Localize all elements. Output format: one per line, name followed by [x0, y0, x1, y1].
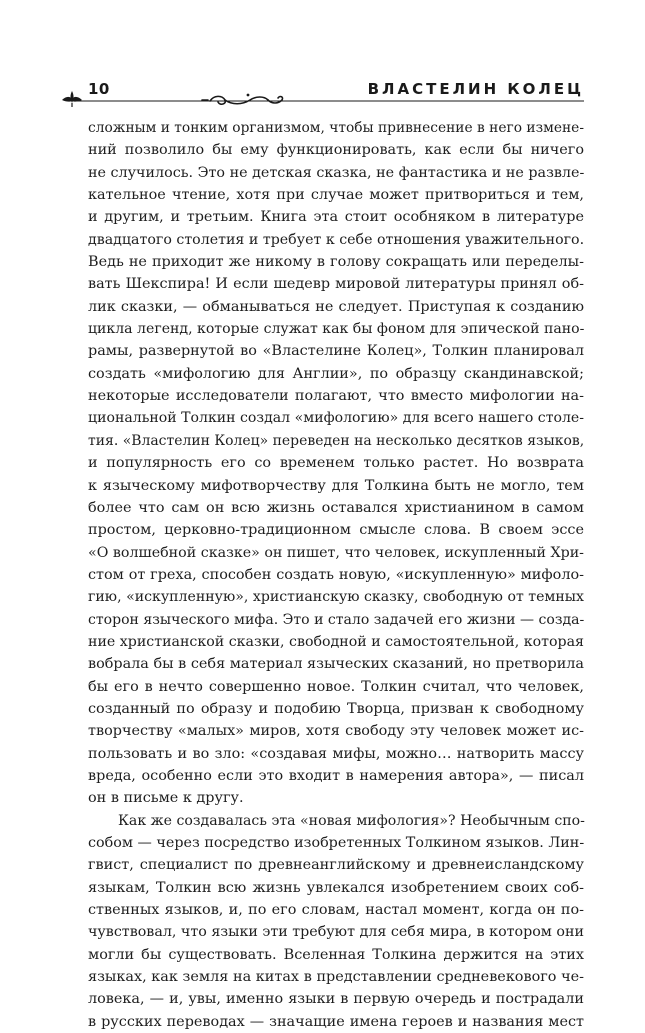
text-line: ний позволило бы ему функционировать, как если бы ничего — [88, 142, 584, 159]
text-line: стом от греха, способен создать новую, «искупленную» мифоло- — [88, 566, 584, 583]
text-line: и популярность его со временем только растет. Но возврата — [88, 455, 584, 472]
text-line: лик сказки, — обманываться не следует. Приступая к созданию — [88, 298, 584, 315]
text-line: гию, «искупленную», христианскую сказку, свободную от темных — [88, 589, 584, 606]
text-line: могли бы существовать. Вселенная Толкина держится на этих — [88, 946, 584, 963]
text-line: цикла легенд, которые служат как бы фоном для эпической пано- — [88, 321, 585, 338]
fleur-de-lis-icon — [62, 91, 82, 107]
text-line: ние христианской сказки, свободной и самостоятельной, которая — [88, 633, 584, 650]
text-line: тия. «Властелин Колец» переведен на несколько десятков языков, — [88, 432, 585, 449]
body-text — [88, 117, 584, 1033]
text-line: и другим, и третьим. Книга эта стоит особняком в литературе — [88, 209, 584, 226]
text-line: Ведь не приходит же никому в голову сокращать или переделы- — [88, 254, 584, 271]
text-line: создать «мифологию для Англии», по образцу скандинавской; — [88, 365, 584, 382]
text-line: некоторые исследователи полагают, что вместо мифологии на- — [88, 388, 584, 405]
text-line: бы его в нечто совершенно новое. Толкин считал, что человек, — [88, 678, 584, 695]
text-line: пользовать и во зло: «создавая мифы, можно… натворить массу — [88, 745, 584, 762]
text-line: ственных языков, и, по его словам, настал момент, когда он по- — [88, 902, 584, 919]
text-line: гвист, специалист по древнеанглийскому и древнеисландскому — [88, 857, 584, 874]
text-line: чувствовал, что языки эти требуют для себя мира, в котором они — [88, 924, 584, 941]
text-line: вобрала бы в себя материал языческих сказаний, но претворила — [88, 656, 584, 673]
text-line: творчеству «малых» миров, хотя свободу эту человек может ис- — [88, 723, 584, 740]
running-head — [62, 74, 584, 108]
text-line: двадцатого столетия и требует к себе отношения уважительного. — [88, 231, 585, 248]
text-line: рамы, развернутой во «Властелине Колец», Толкин планировал — [88, 343, 584, 360]
text-line: к языческому мифотворчеству для Толкина быть не могло, тем — [88, 477, 584, 494]
text-line: не случилось. Это не детская сказка, не фантастика и не развле- — [88, 164, 585, 181]
text-line: вреда, особенно если это входит в намерения автора», — писал — [88, 767, 584, 784]
text-line: «О волшебной сказке» он пишет, что человек, искупленный Хри- — [88, 544, 584, 561]
text-line: сложным и тонким организмом, чтобы привнесение в него измене- — [88, 120, 584, 136]
book-title: ВЛАСТЕЛИН КОЛЕЦ — [367, 80, 584, 98]
text-line: созданный по образу и подобию Творца, призван к свободному — [88, 700, 584, 717]
page-number: 10 — [88, 80, 110, 98]
text-line: ловека, — и, увы, именно языки в первую очередь и пострадали — [88, 991, 584, 1008]
text-line: кательное чтение, хотя при случае может притвориться и тем, — [88, 187, 584, 204]
text-line: Как же создавалась эта «новая мифология»? Необычным спо- — [118, 812, 585, 829]
text-line: вать Шекспира! И если шедевр мировой литературы принял об- — [88, 276, 584, 293]
text-line: более что сам он всю жизнь оставался христианином в самом — [88, 499, 584, 516]
text-line: языкам, Толкин всю жизнь увлекался изобретением своих соб- — [88, 879, 584, 896]
text-line: циональной Толкин создал «мифологию» для всего нашего столе- — [88, 410, 585, 427]
text-line: он в письме к другу. — [88, 790, 244, 807]
text-line: собом — через посредство изобретенных Толкином языков. Лин- — [88, 835, 585, 851]
text-line: простом, церковно-традиционном смысле слова. В своем эссе — [88, 522, 584, 539]
flourish-scroll-icon — [202, 94, 283, 105]
text-line: языках, как земля на китах в представлении средневекового че- — [88, 969, 584, 986]
text-line: в русских переводах — значащие имена героев и названия мест — [88, 1013, 584, 1030]
text-line: сторон языческого мифа. Это и стало задачей его жизни — созда- — [88, 611, 585, 628]
